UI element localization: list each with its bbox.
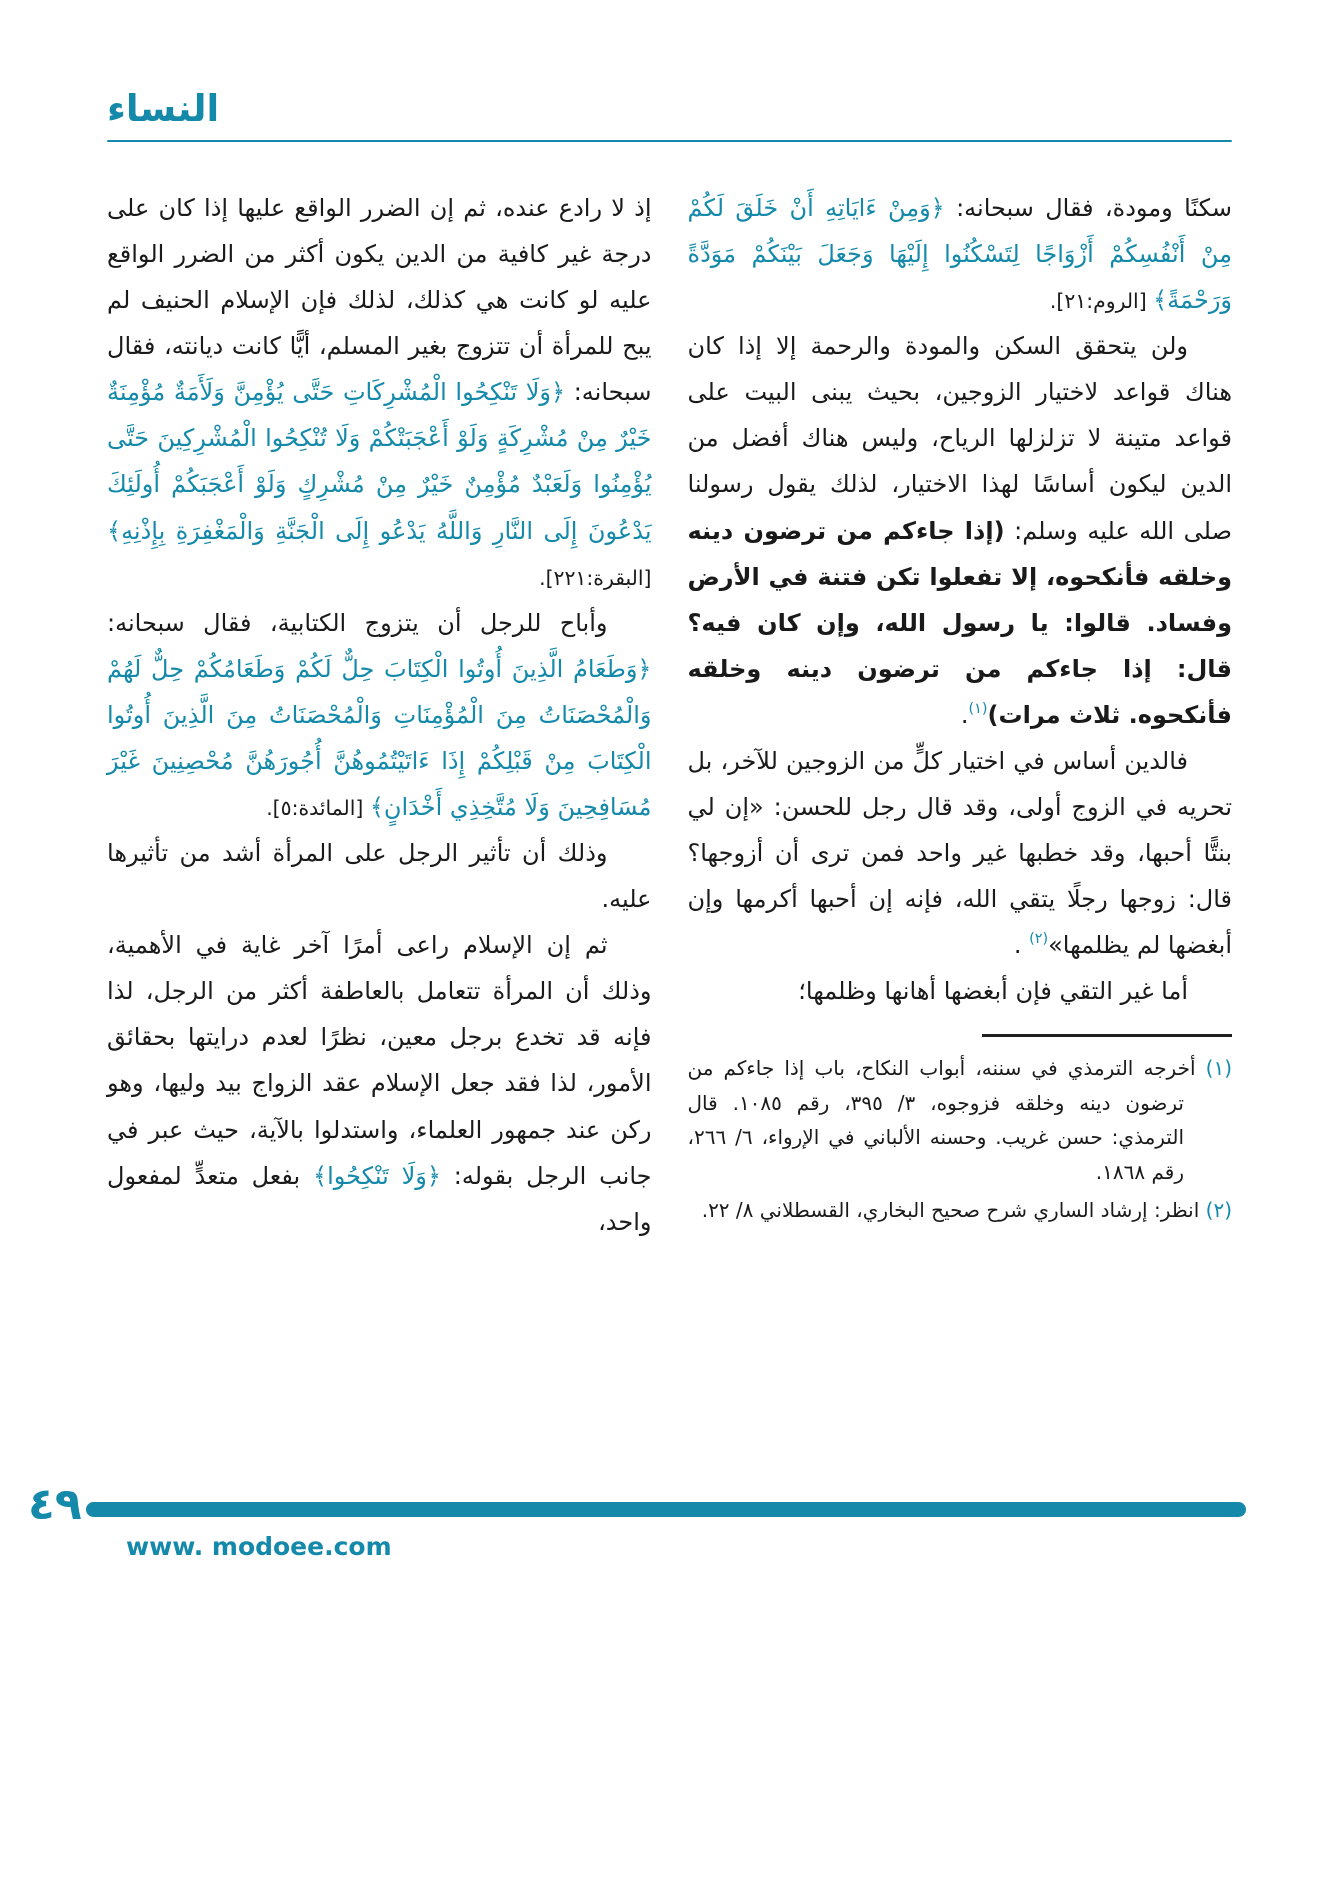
text-run: أما غير التقي فإن أبغضها أهانها وظلمها؛ [798,977,1188,1006]
text-run: انظر: إرشاد الساري شرح صحيح البخاري، القسطلاني ٨/ ٢٢. [701,1197,1200,1222]
footer-bar [86,1502,1246,1517]
paragraph [688,323,1233,738]
column-right-paragraphs [688,185,1233,1014]
verse-reference: [الروم:٢١]. [1049,289,1154,314]
paragraph [107,922,652,1245]
text-columns [107,185,1232,1245]
column-right [688,185,1233,1231]
text-run: سكنًا ومودة، فقال سبحانه: [944,194,1232,222]
text-run: أخرجه الترمذي في سننه، أبواب النكاح، باب إذا جاءكم من ترضون دينه وخلقه فزوجوه، ٣/ ٣٩٥، رقم ١٠٨٥. قال الترمذي: حسن غريب. وحسنه الألباني في الإرواء، ٦/ ٢٦٦، رقم ١٨٦٨. [687,1056,1196,1184]
footnote-number: (١) [1195,1056,1232,1081]
text-run: ثم إن الإسلام راعى أمرًا آخر غاية في الأهمية، وذلك أن المرأة تتعامل بالعاطفة أكثر من الرجل، لذا فإنه قد تخدع برجل معين، نظرًا لعدم درايتها بحقائق الأمور، لذا فقد جعل الإسلام عقد الزواج بيد وليها، وهو ركن عند جمهور العلماء، واستدلوا بالآية، حيث عبر في جانب الرجل بقوله: [107,931,652,1190]
header-divider [107,140,1232,142]
page-number: ٤٩ [28,1479,82,1530]
footnote-marker: (١) [968,700,988,717]
verse-reference: [المائدة:٥]. [266,796,370,821]
paragraph [688,738,1233,968]
text-run: . [1013,931,1030,960]
paragraph [688,968,1233,1014]
text-run: ولن يتحقق السكن والمودة والرحمة إلا إذا كان هناك قواعد لاختيار الزوجين، بحيث يبنى البيت على قواعد متينة لا تزلزلها الرياح، وليس هناك أفضل من الدين ليكون أساسًا لهذا الاختيار، لذلك يقول رسولنا صلى الله عليه وسلم: [687,332,1232,545]
column-left-paragraphs [107,185,652,1245]
page-header [107,88,1232,142]
hadith-text: (إذا جاءكم من ترضون دينه وخلقه فأنكحوه، إلا تفعلوا تكن فتنة في الأرض وفساد. قالوا: يا رسول الله، وإن كان فيه؟ قال: إذا جاءكم من ترضون دينه وخلقه فأنكحوه. ثلاث مرات) [687,516,1232,729]
quran-verse: ﴿وَمِنْ ءَايَاتِهِ أَنْ خَلَقَ لَكُمْ مِنْ أَنْفُسِكُمْ أَزْوَاجًا لِتَسْكُنُوا إِلَيْهَا وَجَعَلَ بَيْنَكُمْ مَوَدَّةً وَرَحْمَةً﴾ [687,194,1232,315]
footnote-items [688,1051,1233,1227]
chapter-title: النساء [107,87,220,130]
footnotes-section [688,1034,1233,1227]
footnote-item [688,1193,1233,1227]
quran-verse: ﴿وَلَا تَنْكِحُوا﴾ [313,1161,441,1190]
column-left [107,185,652,1245]
quran-verse: ﴿وَلَا تَنْكِحُوا الْمُشْرِكَاتِ حَتَّى يُؤْمِنَّ وَلَأَمَةٌ مُؤْمِنَةٌ خَيْرٌ مِنْ مُشْرِكَةٍ وَلَوْ أَعْجَبَتْكُمْ وَلَا تُنْكِحُوا الْمُشْرِكِينَ حَتَّى يُؤْمِنُوا وَلَعَبْدٌ مُؤْمِنٌ خَيْرٌ مِنْ مُشْرِكٍ وَلَوْ أَعْجَبَكُمْ أُولَئِكَ يَدْعُونَ إِلَى النَّارِ وَاللَّهُ يَدْعُو إِلَى الْجَنَّةِ وَالْمَغْفِرَةِ بِإِذْنِهِ﴾ [107,378,652,545]
paragraph [107,185,652,600]
footnote-item [688,1051,1233,1189]
footnote-divider [982,1034,1232,1037]
text-run: إذ لا رادع عنده، ثم إن الضرر الواقع عليها إذا كان على درجة غير كافية من الدين يكون أكثر من الضرر الواقع عليه لو كانت هي كذلك، لذلك فإن الإسلام الحنيف لم يبح للمرأة أن تتزوج بغير المسلم، أيًّا كانت ديانته، فقال سبحانه: [107,194,652,407]
paragraph [107,830,652,922]
text-run: وذلك أن تأثير الرجل على المرأة أشد من تأثيرها عليه. [107,839,652,914]
text-run: وأباح للرجل أن يتزوج الكتابية، فقال سبحانه: [107,608,608,637]
text-run: . [960,700,969,729]
verse-reference: [البقرة:٢٢١]. [539,565,652,590]
text-run: بفعل متعدٍّ لمفعول واحد، [107,1161,652,1236]
website-url: www. modoee.com [126,1532,392,1561]
footnote-marker: (٢) [1029,931,1049,948]
footnote-number: (٢) [1199,1197,1232,1222]
paragraph [688,185,1233,323]
quran-verse: ﴿وَطَعَامُ الَّذِينَ أُوتُوا الْكِتَابَ حِلٌّ لَكُمْ وَطَعَامُكُمْ حِلٌّ لَهُمْ وَالْمُحْصَنَاتُ مِنَ الْمُؤْمِنَاتِ وَالْمُحْصَنَاتُ مِنَ الَّذِينَ أُوتُوا الْكِتَابَ مِنْ قَبْلِكُمْ إِذَا ءَاتَيْتُمُوهُنَّ أُجُورَهُنَّ مُحْصِنِينَ غَيْرَ مُسَافِحِينَ وَلَا مُتَّخِذِي أَخْدَانٍ﴾ [107,654,652,822]
paragraph [107,600,652,830]
text-run: فالدين أساس في اختيار كلٍّ من الزوجين للآخر، بل تحريه في الزوج أولى، وقد قال رجل للحسن: «إن لي بنتًّا أحبها، وقد خطبها غير واحد فمن ترى أن أزوجها؟ قال: زوجها رجلًا يتقي الله، فإنه إن أحبها أكرمها وإن أبغضها لم يظلمها» [687,746,1232,960]
